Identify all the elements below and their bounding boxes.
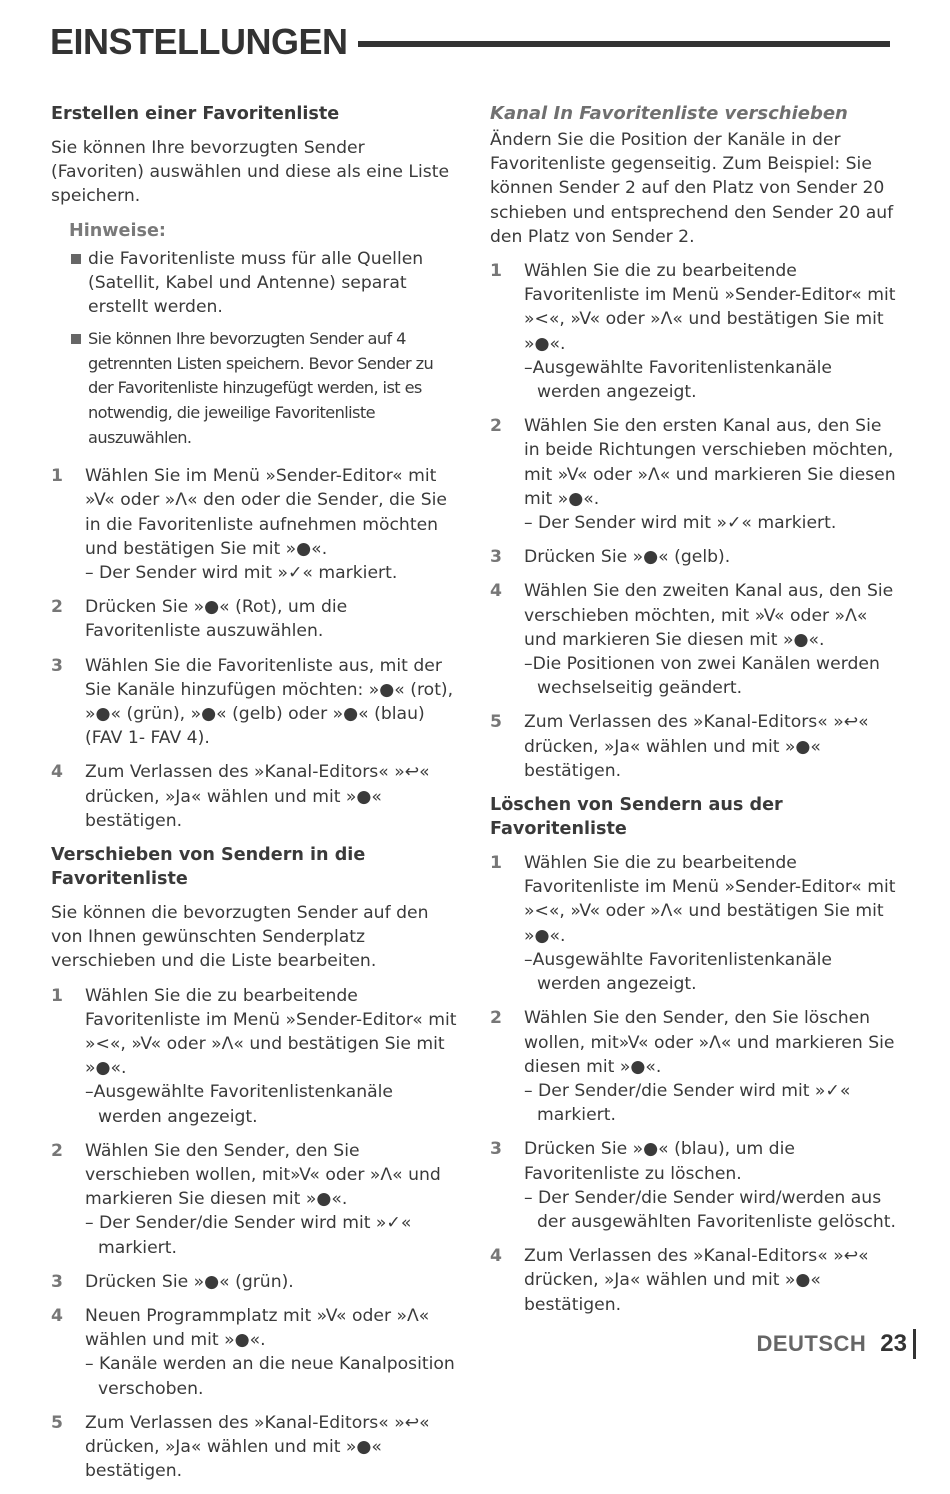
section-intro: Ändern Sie die Position der Kanäle in der Favoritenliste gegenseitig. Zum Beispiel: Sie können Sender 2 auf den Platz von Sender 20 schieben und entsprechend den Sender 20 auf den Platz von Sender 2. [490,130,894,247]
step-item: 1 Wählen Sie die zu bearbeitende Favoritenliste im Menü »Sender-Editor« mit »<«, »V« oder »Λ« und bestätigen Sie mit »●«. –Ausgewählte Favoritenlistenkanäle werden angezeigt. [490,261,896,403]
step-item: 4 Neuen Programmplatz mit »V« oder »Λ« wählen und mit »●«. – Kanäle werden an die neue Kanalposition verschoben. [51,1306,455,1399]
section-heading: Verschieben von Sendern in die Favoritenliste [51,845,366,890]
section-heading: Kanal In Favoritenliste verschieben [490,103,848,124]
section-heading: Erstellen einer Favoritenliste [51,104,340,124]
notes-heading: Hinweise: [69,220,166,241]
footer-language: DEUTSCH [756,1331,867,1356]
right-column [490,102,900,1327]
note-item: Sie können Ihre bevorzugten Sender auf 4 getrennten Listen speichern. Bevor Sender zu der Favoritenliste hinzugefügt werden, ist es notwendig, die jeweilige Favoritenliste auszuwählen. [51,327,461,450]
section-heading: Löschen von Sendern aus der Favoritenliste [490,795,783,840]
step-item: 5 Zum Verlassen des »Kanal-Editors« »↩« drücken, »Ja« wählen und mit »●« bestätigen. [51,1412,430,1482]
page-number: 23 [880,1329,916,1359]
section-intro: Sie können die bevorzugten Sender auf den von Ihnen gewünschten Senderplatz verschieben und die Liste bearbeiten. [51,903,429,972]
step-item: 5 Zum Verlassen des »Kanal-Editors« »↩« drücken, »Ja« wählen und mit »●« bestätigen. [490,712,869,781]
page-title: EINSTELLUNGEN [50,21,348,62]
page-footer [756,1327,916,1361]
step-item: 4 Wählen Sie den zweiten Kanal aus, den Sie verschieben möchten, mit »V« oder »Λ« und markieren Sie diesen mit »●«. –Die Positionen von zwei Kanälen werden wechselseitig geändert. [490,581,894,699]
step-item: 2 Wählen Sie den Sender, den Sie löschen wollen, mit»V« oder »Λ« und markieren Sie diesen mit »●«. – Der Sender/die Sender wird mit »✓« markiert. [490,1008,895,1126]
step-item: 1 Wählen Sie im Menü »Sender-Editor« mit »V« oder »Λ« den oder die Sender, die Sie in die Favoritenliste aufnehmen möchten und bestätigen Sie mit »●«. – Der Sender wird mit »✓« markiert. [51,466,447,583]
bullet-square-icon [71,334,81,344]
step-item: 2 Wählen Sie den ersten Kanal aus, den Sie in beide Richtungen verschieben möchten, mit »V« oder »Λ« und markieren Sie diesen mit »●«. – Der Sender wird mit »✓« markiert. [490,416,896,534]
left-column [51,102,461,1494]
bullet-square-icon [71,254,81,264]
step-item: 1 Wählen Sie die zu bearbeitende Favoritenliste im Menü »Sender-Editor« mit »<«, »V« oder »Λ« und bestätigen Sie mit »●«. –Ausgewählte Favoritenlistenkanäle werden angezeigt. [51,985,457,1127]
step-item: 3 Wählen Sie die Favoritenliste aus, mit der Sie Kanäle hinzufügen möchten: »●« (rot), »●« (grün), »●« (gelb) oder »●« (blau) (FAV 1- FAV 4). [51,655,454,749]
step-item: 2 Drücken Sie »●« (Rot), um die Favoritenliste auszuwählen. [51,597,348,642]
step-item: 3 Drücken Sie »●« (gelb). [490,547,731,568]
step-item: 2 Wählen Sie den Sender, den Sie verschieben wollen, mit»V« oder »Λ« und markieren Sie diesen mit »●«. – Der Sender/die Sender wird mit »✓« markiert. [51,1140,441,1258]
step-item: 1 Wählen Sie die zu bearbeitende Favoritenliste im Menü »Sender-Editor« mit »<«, »V« oder »Λ« und bestätigen Sie mit »●«. –Ausgewählte Favoritenlistenkanäle werden angezeigt. [490,853,896,995]
note-item: die Favoritenliste muss für alle Quellen (Satellit, Kabel und Antenne) separat erstellt werden. [51,247,461,320]
header-rule [358,41,890,47]
step-item: 4 Zum Verlassen des »Kanal-Editors« »↩« drücken, »Ja« wählen und mit »●« bestätigen. [490,1246,869,1315]
step-item: 3 Drücken Sie »●« (grün). [51,1271,294,1292]
section-intro: Sie können Ihre bevorzugten Sender (Favoriten) auswählen und diese als eine Liste speichern. [51,138,450,207]
step-item: 3 Drücken Sie »●« (blau), um die Favoritenliste zu löschen. – Der Sender/die Sender wird/werden aus der ausgewählten Favoritenliste gelöscht. [490,1139,896,1232]
page-header [50,20,890,64]
step-item: 4 Zum Verlassen des »Kanal-Editors« »↩« drücken, »Ja« wählen und mit »●« bestätigen. [51,762,430,831]
